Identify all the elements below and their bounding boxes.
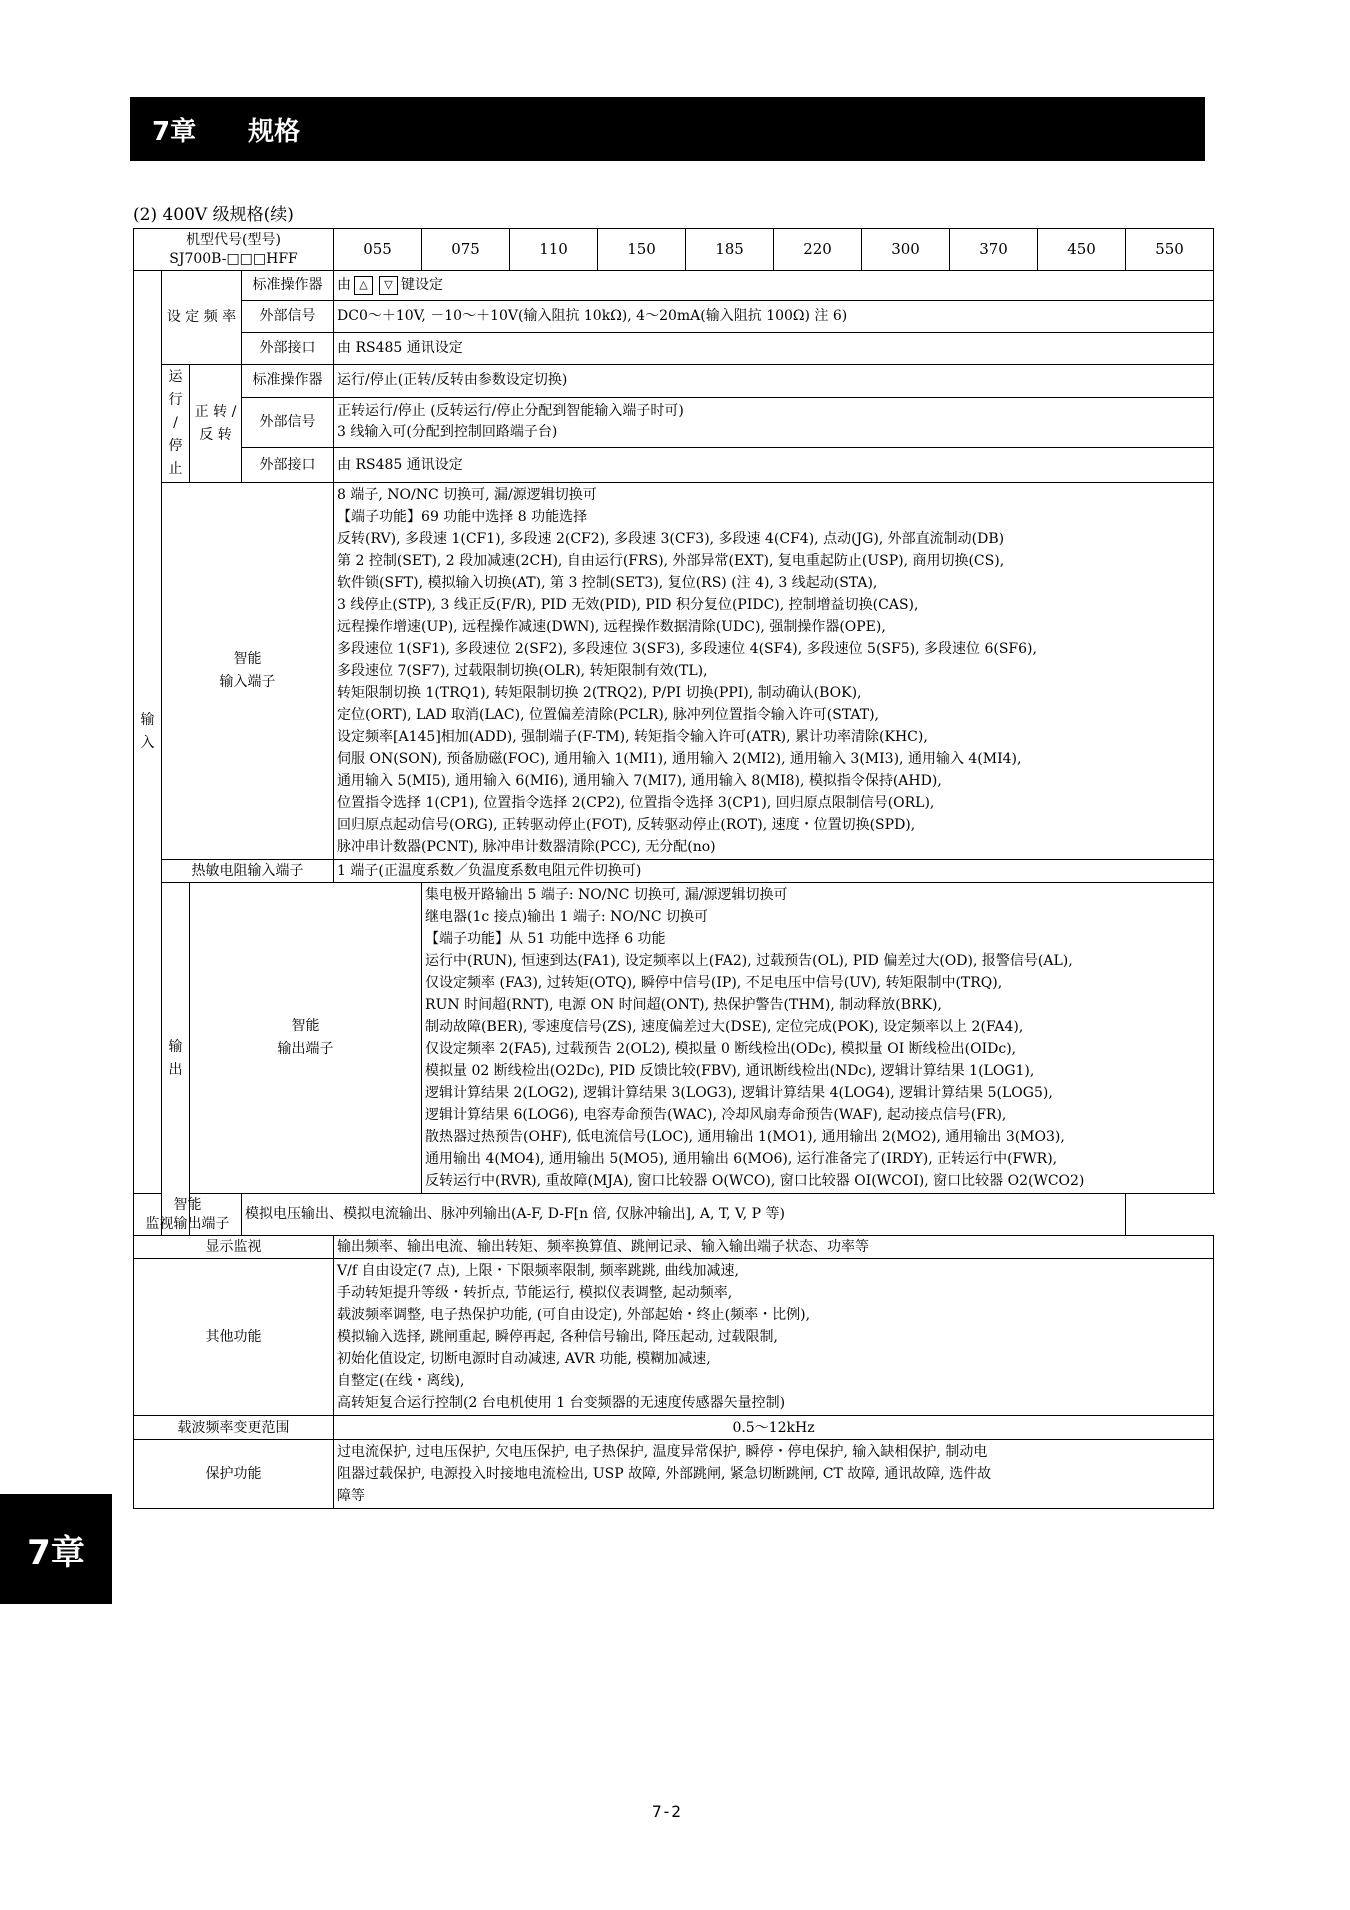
other-line: 初始化值设定, 切断电源时自动减速, AVR 功能, 模糊加减速,	[337, 1351, 711, 1367]
chapter-header-bar	[130, 97, 1205, 161]
protection-value	[334, 1440, 1214, 1509]
other-line: 自整定(在线・离线),	[337, 1373, 465, 1389]
smart-output-line: 模拟量 02 断线检出(O2Dc), PID 反馈比较(FBV), 通讯断线检出(NDc), 逻辑计算结果 1(LOG1),	[425, 1063, 1035, 1079]
run-ext-line: 3 线输入可(分配到控制回路端子台)	[337, 424, 558, 441]
spec-table	[133, 228, 1214, 1509]
freq-ext-interface-label: 外部接口	[242, 333, 334, 365]
smart-input-value	[334, 483, 1214, 860]
smart-input-label-line: 智能	[233, 651, 262, 667]
smart-input-line: 脉冲串计数器(PCNT), 脉冲串计数器清除(PCC), 无分配(no)	[337, 839, 716, 855]
other-line: 高转矩复合运行控制(2 台电机使用 1 台变频器的无速度传感器矢量控制)	[337, 1395, 786, 1411]
model-cell: 300	[862, 229, 950, 271]
protection-line: 阻器过载保护, 电源投入时接地电流检出, USP 故障, 外部跳闸, 紧急切断跳闸, CT 故障, 通讯故障, 选件故	[337, 1466, 992, 1482]
smart-output-line: 【端子功能】从 51 功能中选择 6 功能	[425, 931, 666, 947]
smart-output-line: 散热器过热预告(OHF), 低电流信号(LOC), 通用输出 1(MO1), 通用输出 2(MO2), 通用输出 3(MO3),	[425, 1129, 1065, 1145]
smart-output-label	[190, 883, 422, 1194]
display-value: 输出频率、输出电流、输出转矩、频率换算值、跳闸记录、输入输出端子状态、功率等	[334, 1236, 1214, 1259]
smart-input-line: 伺服 ON(SON), 预备励磁(FOC), 通用输入 1(MI1), 通用输入 2(MI2), 通用输入 3(MI3), 通用输入 4(MI4),	[337, 751, 1022, 767]
smart-input-line: 位置指令选择 1(CP1), 位置指令选择 2(CP2), 位置指令选择 3(CP1), 回归原点限制信号(ORL),	[337, 795, 935, 811]
smart-input-line: 远程操作增速(UP), 远程操作减速(DWN), 远程操作数据清除(UDC), 强制操作器(OPE),	[337, 619, 886, 635]
freq-ext-interface-value: 由 RS485 通讯设定	[334, 333, 1214, 365]
smart-input-line: 8 端子, NO/NC 切换可, 漏/源逻辑切换可	[337, 487, 597, 503]
protection-line: 障等	[337, 1488, 366, 1504]
chapter-title: 规格	[248, 116, 301, 147]
freq-std-suffix: 键设定	[401, 277, 444, 293]
chapter-number: 7章	[152, 116, 197, 147]
freq-std-operator-label: 标准操作器	[242, 271, 334, 301]
smart-input-line: 多段速位 1(SF1), 多段速位 2(SF2), 多段速位 3(SF3), 多段速位 4(SF4), 多段速位 5(SF5), 多段速位 6(SF6),	[337, 641, 1037, 657]
other-functions-label: 其他功能	[134, 1259, 334, 1416]
chapter-side-tab: 7章	[0, 1494, 112, 1604]
monitor-output-label-line: 智能	[173, 1196, 202, 1213]
model-cell: 450	[1038, 229, 1126, 271]
model-cell: 055	[334, 229, 422, 271]
smart-input-line: 3 线停止(STP), 3 线正反(F/R), PID 无效(PID), PID 积分复位(PIDC), 控制增益切换(CAS),	[337, 597, 919, 613]
down-key-icon: ▽	[379, 276, 398, 295]
model-cell: 550	[1126, 229, 1214, 271]
smart-output-line: 反转运行中(RVR), 重故障(MJA), 窗口比较器 O(WCO), 窗口比较器 OI(WCOI), 窗口比较器 O2(WCO2)	[425, 1173, 1085, 1189]
up-key-icon: △	[354, 276, 373, 295]
model-cell: 110	[510, 229, 598, 271]
smart-input-label	[162, 483, 334, 860]
display-label: 显示监视	[134, 1236, 334, 1259]
model-header-cell	[134, 229, 334, 271]
other-line: V/f 自由设定(7 点), 上限・下限频率限制, 频率跳跳, 曲线加减速,	[337, 1263, 739, 1279]
protection-line: 过电流保护, 过电压保护, 欠电压保护, 电子热保护, 温度异常保护, 瞬停・停电保护, 输入缺相保护, 制动电	[337, 1444, 988, 1460]
run-std-operator-label: 标准操作器	[242, 365, 334, 398]
other-line: 手动转矩提升等级・转折点, 节能运行, 模拟仪表调整, 起动频率,	[337, 1285, 733, 1301]
model-cell: 075	[422, 229, 510, 271]
smart-input-line: 【端子功能】69 功能中选择 8 功能选择	[337, 509, 588, 525]
freq-std-prefix: 由	[337, 277, 352, 293]
run-ext-interface-value: 由 RS485 通讯设定	[334, 448, 1214, 483]
smart-output-line: 运行中(RUN), 恒速到达(FA1), 设定频率以上(FA2), 过载预告(OL), PID 偏差过大(OD), 报警信号(AL),	[425, 953, 1073, 969]
carrier-label: 载波频率变更范围	[134, 1416, 334, 1440]
smart-output-label-line: 智能	[291, 1018, 320, 1034]
section-title: (2) 400V 级规格(续)	[133, 205, 294, 225]
smart-output-line: 继电器(1c 接点)输出 1 端子: NO/NC 切换可	[425, 909, 708, 925]
freq-ext-signal-value: DC0～＋10V, －10～＋10V(输入阻抗 10kΩ), 4～20mA(输入阻抗 100Ω) 注 6)	[334, 301, 1214, 333]
smart-input-line: 多段速位 7(SF7), 过载限制切换(OLR), 转矩限制有效(TL),	[337, 663, 708, 679]
page-number: 7-2	[652, 1802, 681, 1821]
thermistor-label: 热敏电阻输入端子	[162, 860, 334, 883]
other-line: 载波频率调整, 电子热保护功能, (可自由设定), 外部起始・终止(频率・比例),	[337, 1307, 811, 1323]
smart-output-value	[422, 883, 1214, 1194]
model-row	[134, 229, 1214, 271]
smart-output-line: 仅设定频率 2(FA5), 过载预告 2(OL2), 模拟量 0 断线检出(ODc), 模拟量 OI 断线检出(OIDc),	[425, 1041, 1017, 1057]
model-cell: 370	[950, 229, 1038, 271]
monitor-output-value: 模拟电压输出、模拟电流输出、脉冲列输出(A-F, D-F[n 倍, 仅脉冲输出], A, T, V, P 等)	[242, 1194, 1126, 1236]
smart-output-line: 逻辑计算结果 2(LOG2), 逻辑计算结果 3(LOG3), 逻辑计算结果 4(LOG4), 逻辑计算结果 5(LOG5),	[425, 1085, 1053, 1101]
run-ext-signal-label: 外部信号	[242, 397, 334, 447]
smart-input-line: 第 2 控制(SET), 2 段加减速(2CH), 自由运行(FRS), 外部异常(EXT), 复电重起防止(USP), 商用切换(CS),	[337, 553, 1005, 569]
run-ext-interface-label: 外部接口	[242, 448, 334, 483]
smart-input-line: 回归原点起动信号(ORG), 正转驱动停止(FOT), 反转驱动停止(ROT), 速度・位置切换(SPD),	[337, 817, 916, 833]
run-std-operator-value: 运行/停止(正转/反转由参数设定切换)	[334, 365, 1214, 398]
model-header-series: SJ700B-□□□HFF	[169, 250, 298, 267]
smart-output-line: RUN 时间超(RNT), 电源 ON 时间超(ONT), 热保护警告(THM), 制动释放(BRK),	[425, 997, 942, 1013]
smart-input-label-line: 输入端子	[219, 674, 276, 690]
smart-output-line: 逻辑计算结果 6(LOG6), 电容寿命预告(WAC), 冷却风扇寿命预告(WAF), 起动接点信号(FR),	[425, 1107, 1007, 1123]
output-group-label: 输出	[162, 883, 190, 1236]
other-functions-value	[334, 1259, 1214, 1416]
model-cell: 150	[598, 229, 686, 271]
freq-ext-signal-label: 外部信号	[242, 301, 334, 333]
fwd-rev-label: 正 转 / 反 转	[190, 365, 242, 483]
monitor-output-label-line: 监视输出端子	[145, 1215, 230, 1232]
smart-output-line: 集电极开路输出 5 端子: NO/NC 切换可, 漏/源逻辑切换可	[425, 887, 788, 903]
smart-input-line: 设定频率[A145]相加(ADD), 强制端子(F-TM), 转矩指令输入许可(ATR), 累计功率清除(KHC),	[337, 729, 928, 745]
thermistor-value: 1 端子(正温度系数／负温度系数电阻元件切换可)	[334, 860, 1214, 883]
smart-output-line: 制动故障(BER), 零速度信号(ZS), 速度偏差过大(DSE), 定位完成(POK), 设定频率以上 2(FA4),	[425, 1019, 1024, 1035]
model-cell: 185	[686, 229, 774, 271]
run-ext-line: 正转运行/停止 (反转运行/停止分配到智能输入端子时可)	[337, 403, 684, 420]
model-header-label: 机型代号(型号)	[186, 231, 281, 248]
freq-setting-label: 设 定 频 率	[162, 271, 242, 365]
smart-output-line: 通用输出 4(MO4), 通用输出 5(MO5), 通用输出 6(MO6), 运行准备完了(IRDY), 正转运行中(FWR),	[425, 1151, 1058, 1167]
monitor-output-label	[134, 1194, 242, 1236]
smart-input-line: 软件锁(SFT), 模拟输入切换(AT), 第 3 控制(SET3), 复位(RS) (注 4), 3 线起动(STA),	[337, 575, 878, 591]
smart-input-line: 反转(RV), 多段速 1(CF1), 多段速 2(CF2), 多段速 3(CF3), 多段速 4(CF4), 点动(JG), 外部直流制动(DB)	[337, 531, 1005, 547]
smart-output-line: 仅设定频率 (FA3), 过转矩(OTQ), 瞬停中信号(IP), 不足电压中信号(UV), 转矩限制中(TRQ),	[425, 975, 1003, 991]
freq-std-operator-value	[334, 271, 1214, 301]
smart-input-line: 转矩限制切换 1(TRQ1), 转矩限制切换 2(TRQ2), P/PI 切换(PPI), 制动确认(BOK),	[337, 685, 862, 701]
model-cell: 220	[774, 229, 862, 271]
smart-input-line: 通用输入 5(MI5), 通用输入 6(MI6), 通用输入 7(MI7), 通用输入 8(MI8), 模拟指令保持(AHD),	[337, 773, 942, 789]
other-line: 模拟输入选择, 跳闸重起, 瞬停再起, 各种信号输出, 降压起动, 过载限制,	[337, 1329, 778, 1345]
smart-output-label-line: 输出端子	[277, 1041, 334, 1057]
protection-label: 保护功能	[134, 1440, 334, 1509]
input-group-label: 输入	[134, 271, 162, 1194]
run-ext-signal-value	[334, 397, 1214, 447]
smart-input-line: 定位(ORT), LAD 取消(LAC), 位置偏差清除(PCLR), 脉冲列位置指令输入许可(STAT),	[337, 707, 880, 723]
run-stop-label: 运 行 / 停 止	[162, 365, 190, 483]
carrier-value: 0.5～12kHz	[334, 1416, 1214, 1440]
